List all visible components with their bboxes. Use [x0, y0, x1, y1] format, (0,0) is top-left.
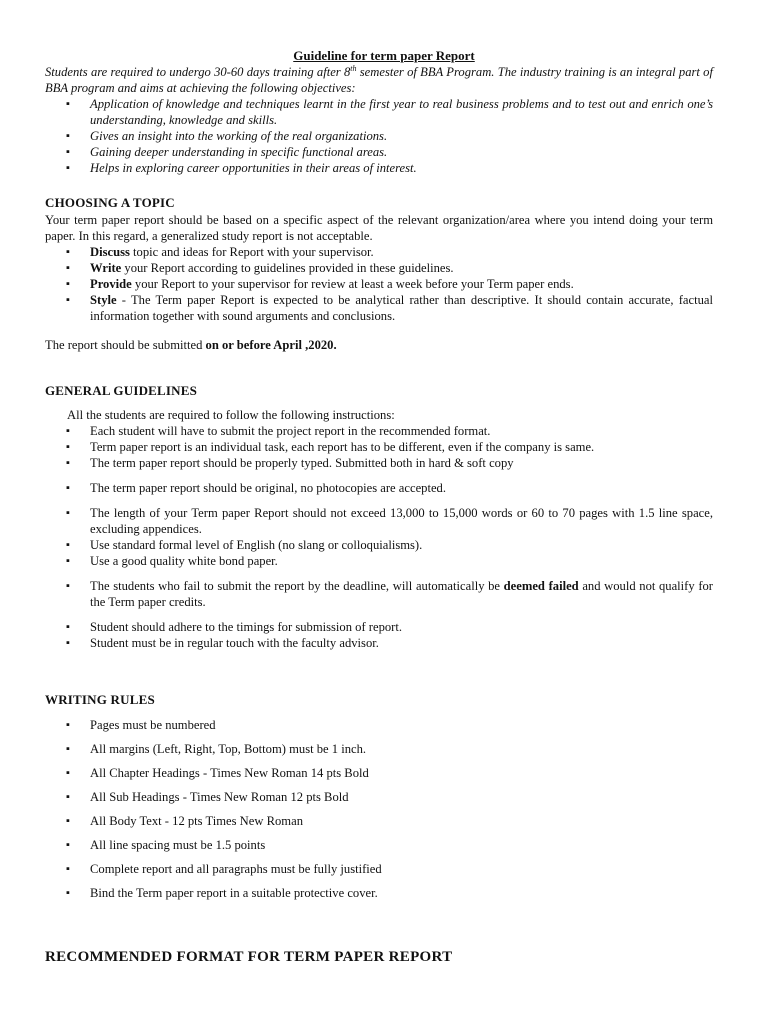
writing-rule-item: ▪ All margins (Left, Right, Top, Bottom) must be 1 inch. [45, 741, 713, 757]
topic-item-text: topic and ideas for Report with your supervisor. [129, 245, 374, 259]
intro-superscript: th [350, 63, 357, 73]
guideline-item: ▪ Student must be in regular touch with the faculty advisor. [45, 635, 713, 651]
guideline-text: and would not qualify for the Term paper credits. [90, 579, 713, 609]
guidelines-list [45, 480, 713, 496]
intro-text-start: Students are required to undergo 30-60 days training after 8 [45, 65, 351, 79]
guidelines-list [45, 505, 713, 569]
topic-item [45, 292, 713, 324]
topic-item-bold: Provide [90, 277, 132, 291]
intro-section [45, 64, 713, 176]
choosing-topic-heading: CHOOSING A TOPIC [45, 195, 175, 210]
objective-item: ▪ Gaining deeper understanding in specific functional areas. [45, 144, 713, 160]
guideline-item: ▪ Student should adhere to the timings for submission of report. [45, 619, 713, 635]
guidelines-list [45, 423, 713, 471]
guideline-item: ▪ The term paper report should be original, no photocopies are accepted. [45, 480, 713, 496]
general-guidelines-section [45, 383, 713, 651]
objective-item: ▪ Gives an insight into the working of the real organizations. [45, 128, 713, 144]
choosing-topic-paragraph: Your term paper report should be based on a specific aspect of the relevant organization/area where you intend doing your term paper. In this regard, a generalized study report is not acceptable. [45, 213, 713, 243]
writing-rule-item: ▪ Complete report and all paragraphs must be fully justified [45, 861, 713, 877]
topic-item-bold: Style [90, 293, 117, 307]
guideline-item: ▪ The length of your Term paper Report should not exceed 13,000 to 15,000 words or 60 to 70 pages with 1.5 line space, excluding appendices. [45, 505, 713, 537]
objectives-list [45, 96, 713, 176]
intro-text-end: semester of BBA Program. The industry training is an integral part of BBA program and aims at achieving the following objectives: [45, 65, 713, 95]
general-guidelines-heading: GENERAL GUIDELINES [45, 383, 198, 398]
guideline-item: ▪ Use standard formal level of English (no slang or colloquialisms). [45, 537, 713, 553]
guideline-item: ▪ Term paper report is an individual task, each report has to be different, even if the company is same. [45, 439, 713, 455]
topic-item-bold: Write [90, 261, 122, 275]
writing-rules-heading: WRITING RULES [45, 692, 155, 707]
guideline-item: ▪ Use a good quality white bond paper. [45, 553, 713, 569]
guideline-item: ▪ The term paper report should be properly typed. Submitted both in hard & soft copy [45, 455, 713, 471]
topic-item [45, 276, 713, 292]
writing-rules-section [45, 692, 713, 909]
objective-item: ▪ Application of knowledge and techniques learnt in the first year to real business problems and to test out and enrich one’s understanding, knowledge and skills. [45, 96, 713, 128]
guidelines-list [45, 619, 713, 651]
writing-rule-item: ▪ Pages must be numbered [45, 717, 713, 733]
writing-rule-item: ▪ All Body Text - 12 pts Times New Roman [45, 813, 713, 829]
recommended-format-heading: RECOMMENDED FORMAT FOR TERM PAPER REPORT [45, 949, 453, 965]
topic-item-text: your Report according to guidelines provided in these guidelines. [121, 261, 454, 275]
writing-rule-item: ▪ All Chapter Headings - Times New Roman 14 pts Bold [45, 765, 713, 781]
objective-item: ▪ Helps in exploring career opportunities in their areas of interest. [45, 160, 713, 176]
deemed-failed-text: deemed failed [503, 579, 579, 593]
guideline-text: The students who fail to submit the report by the deadline, will automatically be [90, 579, 504, 593]
topic-item [45, 244, 713, 260]
writing-rule-item: ▪ All Sub Headings - Times New Roman 12 pts Bold [45, 789, 713, 805]
topic-item [45, 260, 713, 276]
submission-deadline [45, 337, 713, 353]
choosing-topic-list [45, 244, 713, 324]
topic-item-text: your Report to your supervisor for review at least a week before your Term paper ends. [131, 277, 574, 291]
guideline-item: ▪ Each student will have to submit the project report in the recommended format. [45, 423, 713, 439]
guidelines-list [45, 578, 713, 610]
submission-text: The report should be submitted [45, 338, 206, 352]
writing-rule-item: ▪ Bind the Term paper report in a suitable protective cover. [45, 885, 713, 901]
guideline-item [45, 578, 713, 610]
intro-paragraph [45, 64, 713, 96]
writing-rule-item: ▪ All line spacing must be 1.5 points [45, 837, 713, 853]
topic-item-bold: Discuss [90, 245, 130, 259]
topic-item-text: - The Term paper Report is expected to be analytical rather than descriptive. It should contain accurate, factual information together with sound arguments and conclusions. [90, 293, 713, 323]
general-guidelines-intro: All the students are required to follow the following instructions: [67, 408, 395, 422]
document-title: Guideline for term paper Report [293, 48, 475, 63]
writing-rules-list [45, 717, 713, 901]
submission-date: on or before April ,2020. [205, 338, 337, 352]
choosing-topic-section [45, 195, 713, 353]
